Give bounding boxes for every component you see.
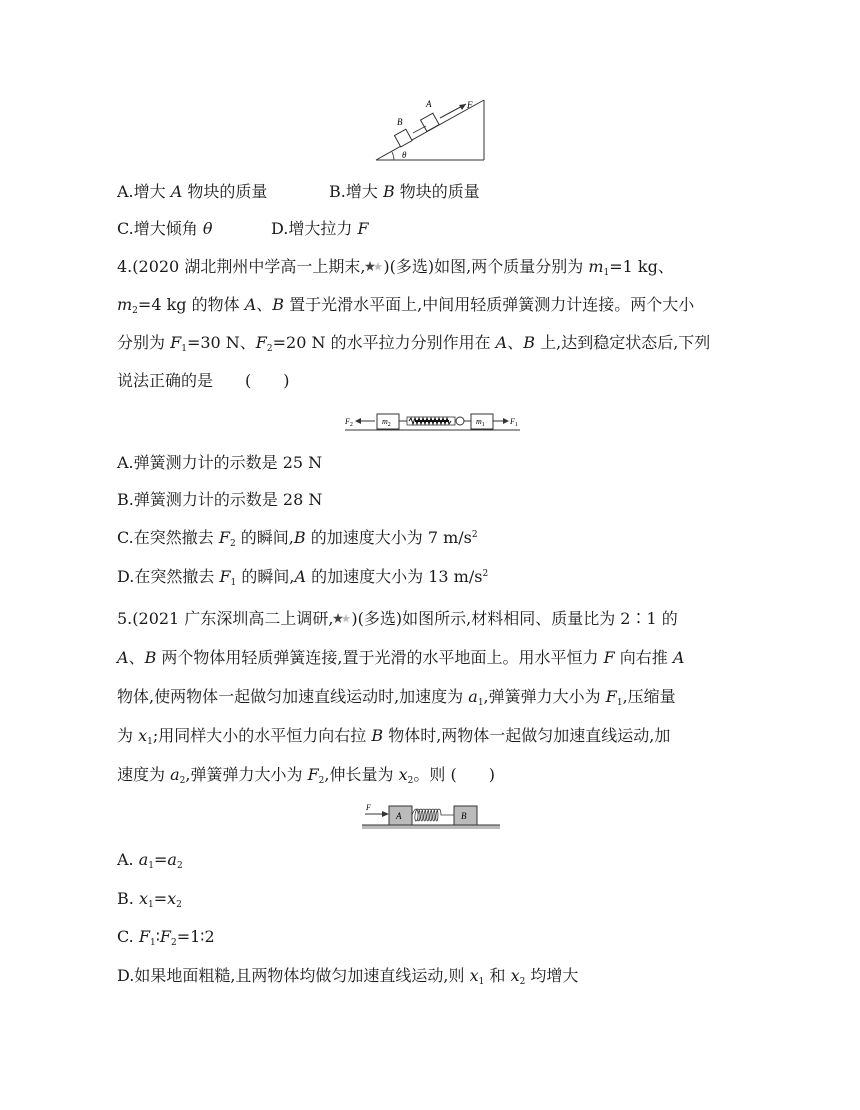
q5-option-b: B. $x_1=x_2$ (117, 889, 182, 910)
q4-option-a: A.弹簧测力计的示数是 25 N (117, 453, 323, 472)
label-f1: $F_1$ (510, 417, 518, 428)
q4-option-b: B.弹簧测力计的示数是 28 N (117, 490, 323, 509)
block-b (394, 129, 412, 147)
q5-line-1: 5.(2021 广东深圳高二上调研, )(多选)如图所示,材料相同、质量比为 2∶1 的 (117, 609, 678, 628)
q4-option-c: C.在突然撤去 $F_2$ 的瞬间,B 的加速度大小为 7 $m/s^2$ (117, 528, 478, 549)
q3-option-a: A.增大 A 物块的质量 (117, 182, 268, 201)
spring-blocks-figure (362, 801, 500, 831)
spring (412, 809, 454, 821)
q3-option-d: D.增大拉力 F (271, 219, 369, 238)
q5-line-5: 速度为 $a_2$,弹簧弹力大小为 $F_2$,伸长量为 $x_2$。则 ( ) (117, 765, 495, 786)
label-m2: $m_2$ (382, 417, 391, 428)
block-a (421, 113, 440, 131)
label-theta: θ (402, 150, 407, 160)
label-f: F (467, 100, 473, 110)
incline-figure (370, 92, 495, 164)
q3-option-b: B.增大 B 物块的质量 (329, 182, 480, 201)
q4-line-1: 4.(2020 湖北荆州中学高一上期末, )(多选)如图,两个质量分别为 $m_1=1$ kg、 (117, 257, 674, 278)
label-m1: $m_1$ (476, 417, 485, 428)
label-b: B (461, 811, 467, 821)
q5-line-2: A、B 两个物体用轻质弹簧连接,置于光滑的水平地面上。用水平恒力 F 向右推 A (117, 648, 685, 667)
q3-option-c: C.增大倾角 θ (117, 219, 213, 238)
q5-option-a: A. $a_1=a_2$ (117, 850, 183, 871)
q4-option-d: D.在突然撤去 $F_1$ 的瞬间,A 的加速度大小为 13 $m/s^2$ (117, 567, 489, 588)
q4-line-3: 分别为 $F_1=30$ N、$F_2=20$ N 的水平拉力分别作用在 A、B 上,达到稳定状态后,下列 (117, 333, 711, 354)
q5-option-d: D.如果地面粗糙,且两物体均做匀加速直线运动,则 $x_1$ 和 $x_2$ 均增大 (117, 966, 579, 987)
difficulty-stars-icon (333, 613, 351, 625)
q5-option-c: C. $F_1∶F_2=1∶2$ (117, 927, 215, 948)
spring-scale-figure (345, 409, 520, 435)
label-f: F (366, 803, 371, 812)
q5-line-4: 为 $x_1$;用同样大小的水平恒力向右拉 B 物体时,两物体一起做匀加速直线运动,加 (117, 726, 671, 747)
q4-line-4: 说法正确的是 ( ) (117, 371, 290, 390)
label-b: B (397, 117, 403, 127)
q4-line-2: $m_2=4$ kg 的物体 A、B 置于光滑水平面上,中间用轻质弹簧测力计连接。两个大小 (117, 295, 695, 316)
label-a: A (396, 811, 402, 821)
label-f2: $F_2$ (345, 417, 353, 428)
q5-line-3: 物体,使两物体一起做匀加速直线运动时,加速度为 $a_1$,弹簧弹力大小为 $F_1$,压缩量 (117, 687, 676, 708)
difficulty-stars-icon (365, 261, 383, 273)
label-a: A (426, 99, 432, 109)
